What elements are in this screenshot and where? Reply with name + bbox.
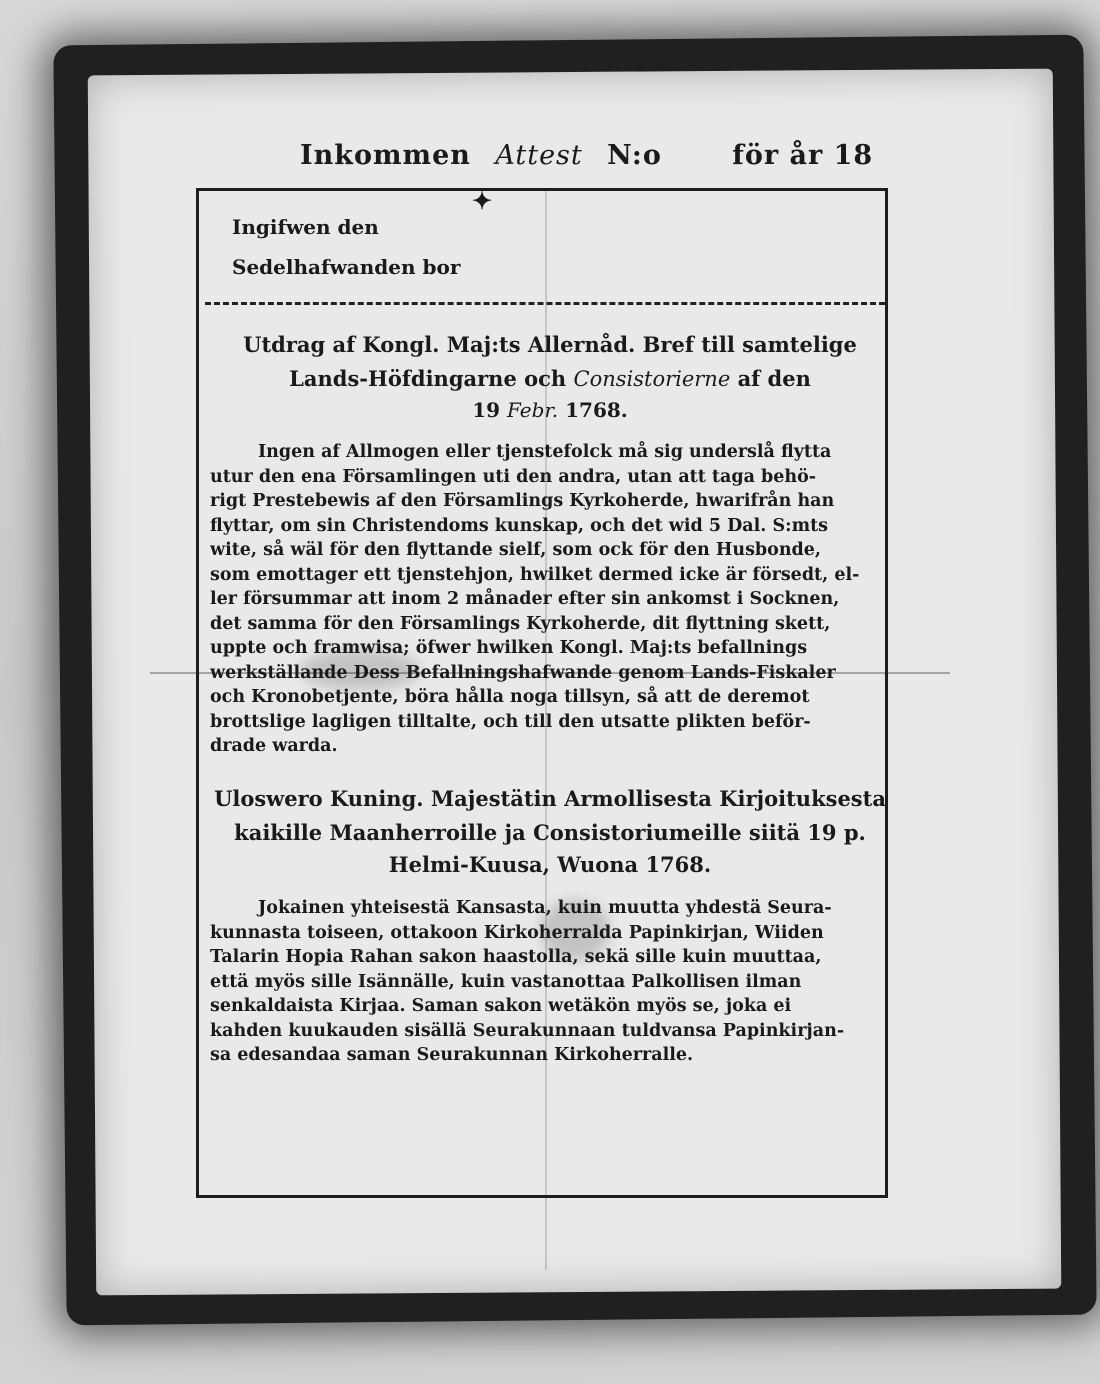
- swedish-body-line: drade warda.: [210, 736, 338, 756]
- swedish-body-line: wite, så wäl för den flyttande sielf, som ock för den Husbonde,: [210, 540, 822, 560]
- finnish-body-line: sa edesandaa saman Seurakunnan Kirkoherralle.: [210, 1045, 694, 1065]
- field-ingifwen-den: Ingifwen den: [232, 215, 379, 239]
- swedish-body-line: ler försummar att inom 2 månader efter sin ankomst i Socknen,: [210, 589, 840, 609]
- finnish-body-line: Jokainen yhteisestä Kansasta, kuin muutta yhdestä Seura-: [258, 898, 832, 918]
- swedish-body-line: Ingen af Allmogen eller tjenstefolck må sig underslå flytta: [258, 442, 832, 462]
- swedish-body-line: som emottager ett tjenstehjon, hwilket dermed icke är försedt, el-: [210, 564, 860, 585]
- ink-tick-mark: ✦: [472, 186, 493, 215]
- finnish-body-line: että myös sille Isännälle, kuin vastanottaa Palkollisen ilman: [210, 971, 802, 992]
- swedish-title-consistorierne: Consistorierne: [573, 367, 731, 391]
- form-divider: [205, 302, 885, 305]
- swedish-date-month: Febr.: [507, 398, 559, 422]
- swedish-body-line: rigt Prestebewis af den Församlings Kyrkoherde, hwarifrån han: [210, 491, 835, 511]
- finnish-body-text: [210, 896, 882, 1068]
- finnish-title-line-3: Helmi-Kuusa, Wuona 1768.: [388, 852, 712, 877]
- swedish-decree-date: [210, 398, 890, 422]
- finnish-title-line-2: kaikille Maanherroille ja Consistoriumeille siitä 19 p.: [234, 820, 866, 845]
- swedish-date-year: 1768.: [558, 398, 628, 422]
- swedish-body-text: [210, 440, 882, 759]
- swedish-title-line-1: Utdrag af Kongl. Maj:ts Allernåd. Bref till samtelige: [243, 332, 857, 357]
- swedish-date-day: 19: [472, 398, 508, 422]
- header-inkommen: Inkommen: [300, 140, 471, 171]
- swedish-body-line: uppte och framwisa; öfwer hwilken Kongl. Maj:ts befallnings: [210, 638, 808, 658]
- swedish-title-line-2: [210, 366, 890, 391]
- header-number: N:o: [607, 140, 662, 171]
- swedish-body-line: flyttar, om sin Christendoms kunskap, och det wid 5 Dal. S:mts: [210, 515, 829, 536]
- header-year: för år 18: [732, 140, 874, 171]
- header-attest: Attest: [495, 140, 583, 171]
- swedish-body-line: brottslige lagligen tilltalte, och till den utsatte plikten beför-: [210, 711, 811, 732]
- swedish-title-line-2a: Lands-Höfdingarne och: [289, 366, 574, 391]
- swedish-title-line-2c: af den: [730, 366, 811, 391]
- field-sedelhafwanden-bor: Sedelhafwanden bor: [232, 255, 461, 279]
- swedish-body-line: och Kronobetjente, böra hålla noga tillsyn, så att de deremot: [210, 687, 810, 707]
- finnish-body-line: kunnasta toiseen, ottakoon Kirkoherralda Papinkirjan, Wiiden: [210, 922, 824, 943]
- finnish-body-line: Talarin Hopia Rahan sakon haastolla, sekä sille kuin muuttaa,: [210, 947, 822, 967]
- form-header: [300, 140, 874, 180]
- swedish-body-line: det samma för den Församlings Kyrkoherde, dit flyttning skett,: [210, 613, 831, 634]
- finnish-body-line: kahden kuukauden sisällä Seurakunnaan tuldvansa Papinkirjan-: [210, 1020, 845, 1041]
- swedish-body-line: werkställande Dess Befallningshafwande genom Lands-Fiskaler: [210, 662, 836, 683]
- finnish-body-line: senkaldaista Kirjaa. Saman sakon wetäkön myös se, joka ei: [210, 996, 792, 1016]
- swedish-body-line: utur den ena Församlingen uti den andra, utan att taga behö-: [210, 466, 817, 487]
- finnish-title-line-1: Uloswero Kuning. Majestätin Armollisesta Kirjoituksesta: [214, 786, 886, 811]
